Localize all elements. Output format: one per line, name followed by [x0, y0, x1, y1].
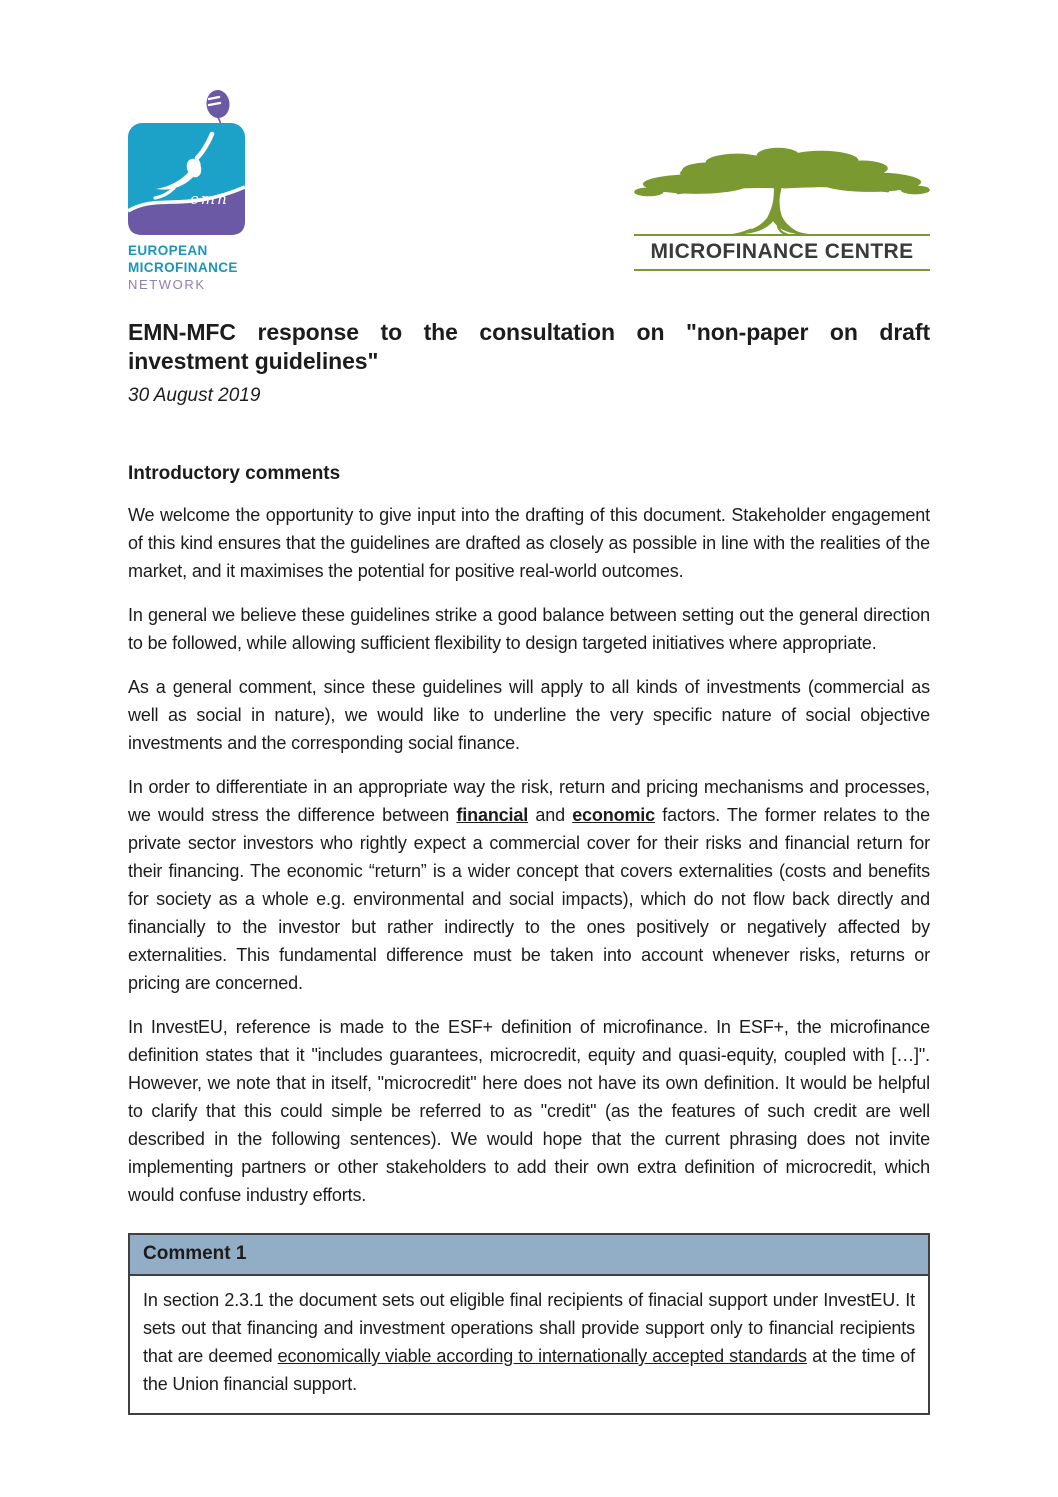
emn-wordmark	[128, 242, 258, 293]
mfc-logo	[634, 138, 930, 271]
paragraph-general-comment: As a general comment, since these guidelines will apply to all kinds of investments (commercial as well as social in nature), we would like to underline the very specific nature of social objective investments and the corresponding social finance.	[128, 677, 930, 753]
section-heading: Introductory comments	[128, 463, 341, 484]
comment-body: In section 2.3.1 the document sets out eligible final recipients of finacial support under InvestEU. It sets out that financing and investment operations shall provide support only to financial recipients that are deemed economically viable according to internationally accepted standards at the time of the Union financial support.	[143, 1290, 915, 1394]
emn-wordmark-line-3: NETWORK	[128, 277, 206, 292]
comment-box	[128, 1233, 930, 1415]
header-logos	[128, 88, 930, 292]
emn-wordmark-line-1: EUROPEAN	[128, 243, 208, 258]
document-date: 30 August 2019	[128, 385, 261, 406]
emn-balloon-figure-icon	[128, 88, 248, 236]
comment-header: Comment 1	[130, 1235, 928, 1276]
emn-wordmark-line-2: MICROFINANCE	[128, 260, 238, 275]
paragraph-welcome: We welcome the opportunity to give input into the drafting of this document. Stakeholder engagement of this kind ensures that the guidelines are drafted as closely as possible in line with the realities of the market, and it maximises the potential for positive real-world outcomes.	[128, 505, 930, 581]
paragraph-general-balance: In general we believe these guidelines strike a good balance between setting out the general direction to be followed, while allowing sufficient flexibility to design targeted initiatives where appropriate.	[128, 605, 930, 653]
mfc-tree-icon	[634, 138, 930, 234]
svg-text:emn: emn	[190, 190, 229, 208]
mfc-logo-label: MICROFINANCE CENTRE	[634, 234, 930, 271]
document-title: EMN-MFC response to the consultation on "non-paper on draft investment guidelines"	[128, 319, 930, 374]
emn-logo	[128, 88, 258, 293]
paragraph-financial-economic: In order to differentiate in an appropriate way the risk, return and pricing mechanisms and processes, we would stress the difference between financial and economic factors. The former relates to the private sector investors who rightly expect a commercial cover for their risks and financial return for their financing. The economic “return” is a wider concept that covers externalities (costs and benefits for society as a whole e.g. environmental and social impacts), which do not flow back directly and financially to the investor but rather indirectly to the ones positively or negatively affected by externalities. This fundamental difference must be taken into account whenever risks, returns or pricing are concerned.	[128, 777, 930, 993]
paragraph-investeu-definition: In InvestEU, reference is made to the ESF+ definition of microfinance. In ESF+, the microfinance definition states that it "includes guarantees, microcredit, equity and quasi-equity, coupled with […]". However, we note that in itself, "microcredit" here does not have its own definition. It would be helpful to clarify that this could simple be referred to as "credit" (as the features of such credit are well described in the following sentences). We would hope that the current phrasing does not invite implementing partners or other stakeholders to add their own extra definition of microcredit, which would confuse industry efforts.	[128, 1017, 930, 1205]
